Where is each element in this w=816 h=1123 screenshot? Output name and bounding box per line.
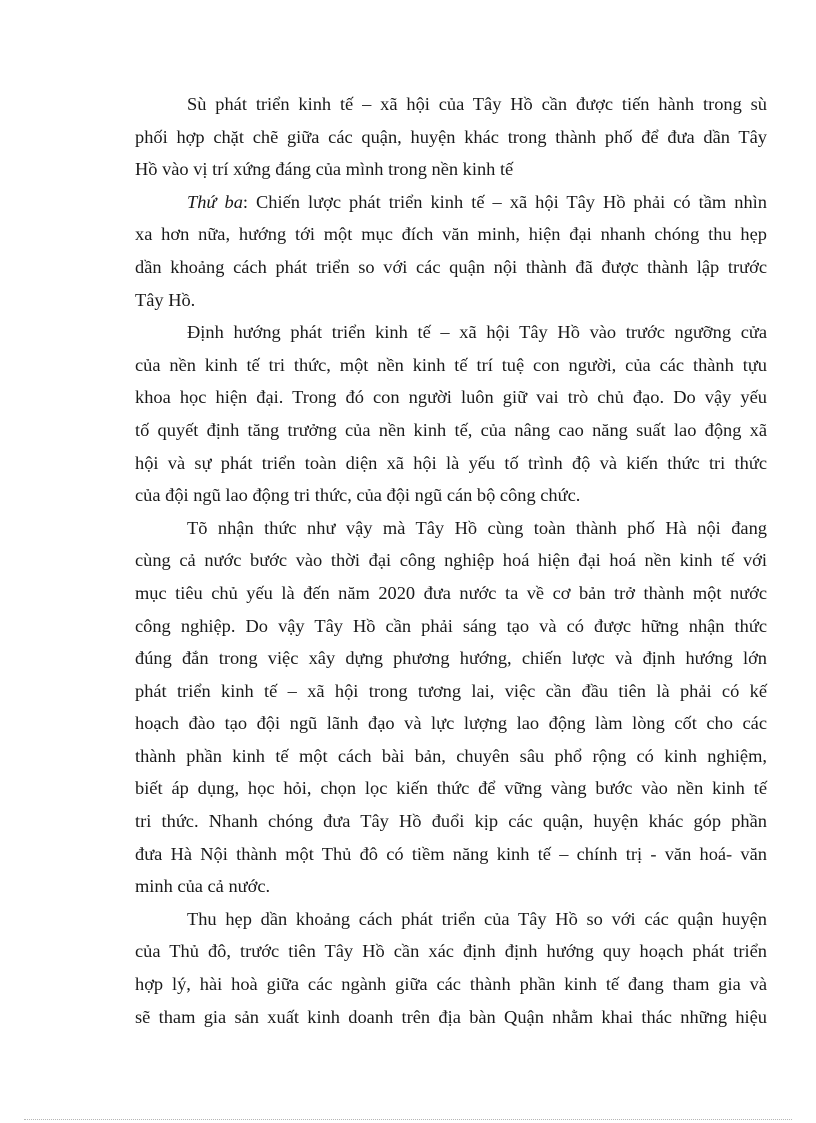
paragraph — [135, 316, 767, 512]
text-line: mục tiêu chủ yếu là đến năm 2020 đưa nước ta về cơ bản trở thành một nước — [135, 582, 767, 603]
text-line: xa hơn nữa, hướng tới một mục đích văn minh, hiện đại nhanh chóng thu hẹp — [135, 224, 767, 245]
text-line: khoa học hiện đại. Trong đó con người luôn giữ vai trò chủ đạo. Do vậy yếu — [135, 387, 767, 408]
text-line: đúng đắn trong việc xây dựng phương hướng, chiến lược và định hướng lớn — [135, 648, 767, 669]
page-bottom-rule — [24, 1119, 792, 1120]
text-line: Tõ nhận thức như vậy mà Tây Hồ cùng toàn thành phố Hà nội đang — [187, 517, 767, 538]
text-line: minh của cả nước. — [135, 876, 271, 897]
text-line: Sù phát triển kinh tế – xã hội của Tây Hồ cần được tiến hành trong sù — [187, 94, 767, 114]
lead-rest: : Chiến lược phát triển kinh tế – xã hội Tây Hồ phải có tầm nhìn — [242, 191, 767, 212]
text-line: phát triển kinh tế – xã hội trong tương lai, việc cần đầu tiên là phải có kế — [135, 680, 767, 701]
text-line: của Thủ đô, trước tiên Tây Hồ cần xác định định hướng quy hoạch phát triển — [135, 941, 767, 962]
document-page — [135, 88, 767, 1033]
text-line: hội và sự phát triển toàn diện xã hội là yếu tố trình độ và kiến thức tri thức — [135, 452, 767, 473]
italic-lead: Thứ ba — [187, 191, 243, 212]
paragraph — [135, 512, 767, 903]
text-line: Tây Hồ. — [135, 289, 196, 310]
paragraph — [135, 88, 767, 186]
text-line: công nghiệp. Do vậy Tây Hồ cần phải sáng tạo và có được hững nhận thức — [135, 615, 767, 636]
text-line — [135, 186, 767, 219]
text-line: phối hợp chặt chẽ giữa các quận, huyện khác trong thành phố để đưa dần Tây — [135, 126, 767, 147]
text-line: Hồ vào vị trí xứng đáng của mình trong nền kinh tế — [135, 159, 514, 180]
paragraph — [135, 903, 767, 1033]
text-line: biết áp dụng, học hỏi, chọn lọc kiến thức để vững vàng bước vào nền kinh tế — [135, 778, 767, 799]
text-line: tri thức. Nhanh chóng đưa Tây Hồ đuổi kịp các quận, huyện khác góp phần — [135, 811, 767, 832]
text-line: tố quyết định tăng trưởng của nền kinh tế, của nâng cao năng suất lao động xã — [135, 419, 767, 440]
text-line: hoạch đào tạo đội ngũ lãnh đạo và lực lượng lao động làm lòng cốt cho các — [135, 713, 767, 734]
text-line: hợp lý, hài hoà giữa các ngành giữa các thành phần kinh tế đang tham gia và — [135, 974, 767, 995]
text-line: Thu hẹp dần khoảng cách phát triển của Tây Hồ so với các quận huyện — [187, 908, 767, 929]
paragraph — [135, 186, 767, 316]
text-line: Định hướng phát triển kinh tế – xã hội Tây Hồ vào trước ngưỡng cửa — [187, 322, 767, 343]
text-line: thành phần kinh tế một cách bài bản, chuyên sâu phổ rộng có kinh nghiệm, — [135, 745, 767, 766]
text-line: dần khoảng cách phát triển so với các quận nội thành đã được thành lập trước — [135, 256, 767, 277]
text-line: của đội ngũ lao động tri thức, của đội ngũ cán bộ công chức. — [135, 485, 581, 506]
text-line: của nền kinh tế tri thức, một nền kinh tế trí tuệ con người, của các thành tựu — [135, 354, 767, 375]
text-line: cùng cả nước bước vào thời đại công nghiệp hoá hiện đại hoá nền kinh tế với — [135, 550, 767, 571]
text-line: đưa Hà Nội thành một Thủ đô có tiềm năng kinh tế – chính trị - văn hoá- văn — [135, 843, 767, 864]
text-line: sẽ tham gia sản xuất kinh doanh trên địa bàn Quận nhằm khai thác những hiệu — [135, 1006, 767, 1027]
